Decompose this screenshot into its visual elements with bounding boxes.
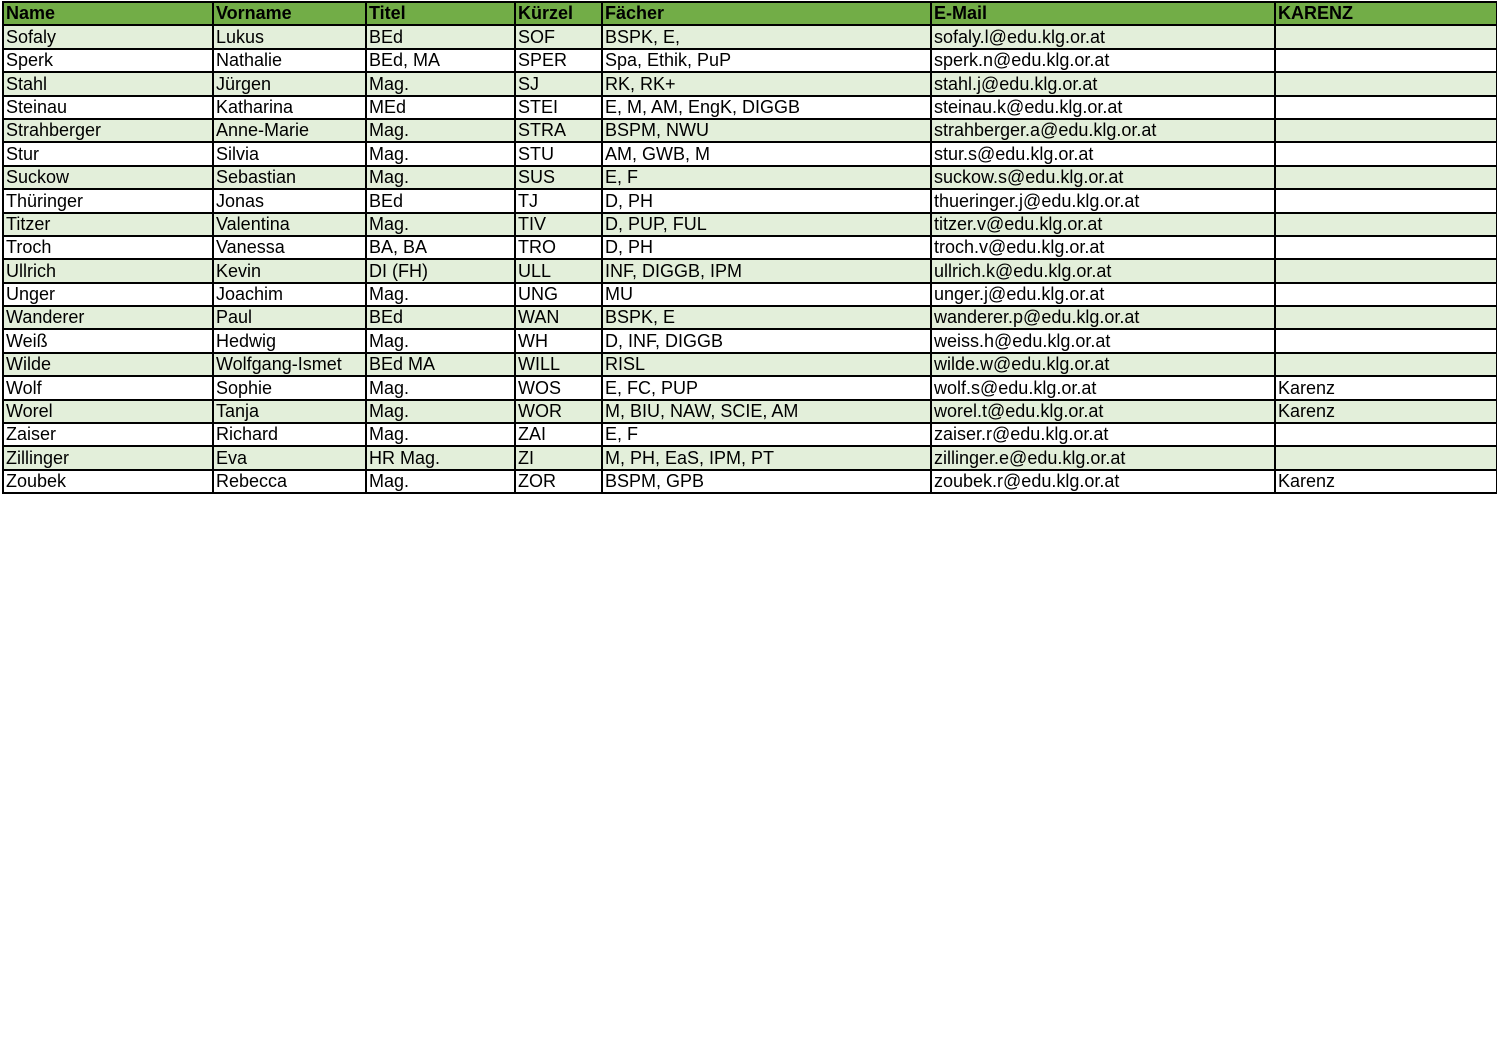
header-karenz: KARENZ (1275, 2, 1497, 25)
cell-email: stur.s@edu.klg.or.at (931, 142, 1275, 165)
cell-name: Unger (3, 283, 213, 306)
cell-faecher: D, PUP, FUL (602, 213, 931, 236)
cell-email: wolf.s@edu.klg.or.at (931, 376, 1275, 399)
cell-karenz (1275, 306, 1497, 329)
cell-vorname: Richard (213, 423, 366, 446)
cell-name: Wolf (3, 376, 213, 399)
cell-titel: Mag. (366, 142, 515, 165)
cell-vorname: Lukus (213, 25, 366, 48)
cell-name: Steinau (3, 96, 213, 119)
header-kuerzel: Kürzel (515, 2, 602, 25)
cell-karenz (1275, 353, 1497, 376)
cell-faecher: M, PH, EaS, IPM, PT (602, 446, 931, 469)
cell-titel: Mag. (366, 166, 515, 189)
cell-email: wanderer.p@edu.klg.or.at (931, 306, 1275, 329)
cell-karenz (1275, 25, 1497, 48)
cell-vorname: Vanessa (213, 236, 366, 259)
cell-email: troch.v@edu.klg.or.at (931, 236, 1275, 259)
cell-kuerzel: TRO (515, 236, 602, 259)
cell-kuerzel: ZOR (515, 470, 602, 493)
cell-vorname: Kevin (213, 259, 366, 282)
cell-kuerzel: STU (515, 142, 602, 165)
cell-name: Worel (3, 400, 213, 423)
cell-kuerzel: WAN (515, 306, 602, 329)
cell-kuerzel: UNG (515, 283, 602, 306)
cell-titel: Mag. (366, 423, 515, 446)
cell-name: Sperk (3, 49, 213, 72)
cell-name: Zoubek (3, 470, 213, 493)
cell-karenz (1275, 96, 1497, 119)
cell-titel: DI (FH) (366, 259, 515, 282)
cell-email: zoubek.r@edu.klg.or.at (931, 470, 1275, 493)
cell-name: Stur (3, 142, 213, 165)
cell-faecher: E, FC, PUP (602, 376, 931, 399)
table-row (3, 259, 1497, 282)
cell-name: Thüringer (3, 189, 213, 212)
cell-name: Suckow (3, 166, 213, 189)
cell-kuerzel: STEI (515, 96, 602, 119)
table-row (3, 400, 1497, 423)
cell-kuerzel: SOF (515, 25, 602, 48)
cell-faecher: Spa, Ethik, PuP (602, 49, 931, 72)
table-row (3, 166, 1497, 189)
header-row (3, 2, 1497, 25)
cell-vorname: Jonas (213, 189, 366, 212)
cell-faecher: RK, RK+ (602, 72, 931, 95)
cell-vorname: Katharina (213, 96, 366, 119)
cell-kuerzel: WILL (515, 353, 602, 376)
table-row (3, 376, 1497, 399)
cell-faecher: BSPK, E, (602, 25, 931, 48)
cell-email: unger.j@edu.klg.or.at (931, 283, 1275, 306)
table-row (3, 96, 1497, 119)
cell-kuerzel: TIV (515, 213, 602, 236)
cell-karenz (1275, 189, 1497, 212)
table-row (3, 189, 1497, 212)
table-row (3, 306, 1497, 329)
cell-titel: Mag. (366, 470, 515, 493)
cell-email: weiss.h@edu.klg.or.at (931, 329, 1275, 352)
table-row (3, 423, 1497, 446)
cell-email: sperk.n@edu.klg.or.at (931, 49, 1275, 72)
cell-karenz (1275, 49, 1497, 72)
cell-kuerzel: WOR (515, 400, 602, 423)
cell-titel: Mag. (366, 283, 515, 306)
header-name: Name (3, 2, 213, 25)
cell-faecher: M, BIU, NAW, SCIE, AM (602, 400, 931, 423)
cell-vorname: Sophie (213, 376, 366, 399)
cell-faecher: E, F (602, 166, 931, 189)
table-body (3, 25, 1497, 493)
cell-karenz: Karenz (1275, 376, 1497, 399)
cell-kuerzel: SPER (515, 49, 602, 72)
table-row (3, 119, 1497, 142)
cell-faecher: E, M, AM, EngK, DIGGB (602, 96, 931, 119)
cell-faecher: D, PH (602, 189, 931, 212)
cell-name: Wanderer (3, 306, 213, 329)
cell-kuerzel: SUS (515, 166, 602, 189)
cell-faecher: D, PH (602, 236, 931, 259)
cell-kuerzel: SJ (515, 72, 602, 95)
cell-email: worel.t@edu.klg.or.at (931, 400, 1275, 423)
cell-vorname: Nathalie (213, 49, 366, 72)
table-row (3, 72, 1497, 95)
cell-name: Strahberger (3, 119, 213, 142)
cell-karenz (1275, 259, 1497, 282)
cell-titel: BEd, MA (366, 49, 515, 72)
cell-name: Zillinger (3, 446, 213, 469)
cell-name: Ullrich (3, 259, 213, 282)
table-row (3, 353, 1497, 376)
cell-email: steinau.k@edu.klg.or.at (931, 96, 1275, 119)
cell-email: zillinger.e@edu.klg.or.at (931, 446, 1275, 469)
cell-email: thueringer.j@edu.klg.or.at (931, 189, 1275, 212)
cell-titel: Mag. (366, 72, 515, 95)
cell-vorname: Wolfgang-Ismet (213, 353, 366, 376)
cell-vorname: Hedwig (213, 329, 366, 352)
cell-email: wilde.w@edu.klg.or.at (931, 353, 1275, 376)
cell-karenz (1275, 329, 1497, 352)
cell-karenz (1275, 166, 1497, 189)
cell-vorname: Silvia (213, 142, 366, 165)
cell-name: Stahl (3, 72, 213, 95)
cell-email: stahl.j@edu.klg.or.at (931, 72, 1275, 95)
header-titel: Titel (366, 2, 515, 25)
cell-faecher: MU (602, 283, 931, 306)
cell-karenz (1275, 213, 1497, 236)
cell-titel: HR Mag. (366, 446, 515, 469)
header-faecher: Fächer (602, 2, 931, 25)
cell-faecher: D, INF, DIGGB (602, 329, 931, 352)
cell-titel: Mag. (366, 213, 515, 236)
cell-faecher: BSPM, NWU (602, 119, 931, 142)
table-row (3, 283, 1497, 306)
table-row (3, 213, 1497, 236)
cell-email: titzer.v@edu.klg.or.at (931, 213, 1275, 236)
cell-kuerzel: STRA (515, 119, 602, 142)
cell-faecher: AM, GWB, M (602, 142, 931, 165)
cell-vorname: Jürgen (213, 72, 366, 95)
table-row (3, 49, 1497, 72)
cell-vorname: Tanja (213, 400, 366, 423)
cell-kuerzel: ULL (515, 259, 602, 282)
cell-name: Zaiser (3, 423, 213, 446)
cell-email: strahberger.a@edu.klg.or.at (931, 119, 1275, 142)
cell-name: Weiß (3, 329, 213, 352)
cell-name: Troch (3, 236, 213, 259)
cell-titel: BEd (366, 306, 515, 329)
cell-karenz (1275, 119, 1497, 142)
cell-email: suckow.s@edu.klg.or.at (931, 166, 1275, 189)
cell-vorname: Rebecca (213, 470, 366, 493)
cell-karenz (1275, 142, 1497, 165)
cell-vorname: Paul (213, 306, 366, 329)
cell-kuerzel: ZI (515, 446, 602, 469)
staff-table (2, 1, 1497, 494)
cell-titel: BEd (366, 189, 515, 212)
cell-kuerzel: WOS (515, 376, 602, 399)
cell-faecher: E, F (602, 423, 931, 446)
cell-email: sofaly.l@edu.klg.or.at (931, 25, 1275, 48)
cell-karenz (1275, 423, 1497, 446)
table-row (3, 25, 1497, 48)
cell-titel: Mag. (366, 119, 515, 142)
cell-karenz (1275, 72, 1497, 95)
cell-name: Wilde (3, 353, 213, 376)
cell-kuerzel: TJ (515, 189, 602, 212)
table-row (3, 236, 1497, 259)
cell-faecher: RISL (602, 353, 931, 376)
cell-faecher: BSPK, E (602, 306, 931, 329)
cell-titel: Mag. (366, 376, 515, 399)
table-row (3, 446, 1497, 469)
cell-karenz: Karenz (1275, 400, 1497, 423)
cell-vorname: Joachim (213, 283, 366, 306)
header-vorname: Vorname (213, 2, 366, 25)
cell-faecher: BSPM, GPB (602, 470, 931, 493)
cell-name: Titzer (3, 213, 213, 236)
cell-email: ullrich.k@edu.klg.or.at (931, 259, 1275, 282)
table-row (3, 470, 1497, 493)
cell-titel: Mag. (366, 400, 515, 423)
header-email: E-Mail (931, 2, 1275, 25)
cell-karenz: Karenz (1275, 470, 1497, 493)
cell-name: Sofaly (3, 25, 213, 48)
cell-titel: BEd MA (366, 353, 515, 376)
table-row (3, 329, 1497, 352)
cell-karenz (1275, 283, 1497, 306)
cell-titel: Mag. (366, 329, 515, 352)
cell-vorname: Eva (213, 446, 366, 469)
cell-vorname: Sebastian (213, 166, 366, 189)
cell-titel: BA, BA (366, 236, 515, 259)
cell-titel: MEd (366, 96, 515, 119)
cell-vorname: Valentina (213, 213, 366, 236)
cell-kuerzel: WH (515, 329, 602, 352)
cell-kuerzel: ZAI (515, 423, 602, 446)
cell-titel: BEd (366, 25, 515, 48)
cell-karenz (1275, 236, 1497, 259)
cell-karenz (1275, 446, 1497, 469)
table-row (3, 142, 1497, 165)
cell-faecher: INF, DIGGB, IPM (602, 259, 931, 282)
cell-vorname: Anne-Marie (213, 119, 366, 142)
cell-email: zaiser.r@edu.klg.or.at (931, 423, 1275, 446)
